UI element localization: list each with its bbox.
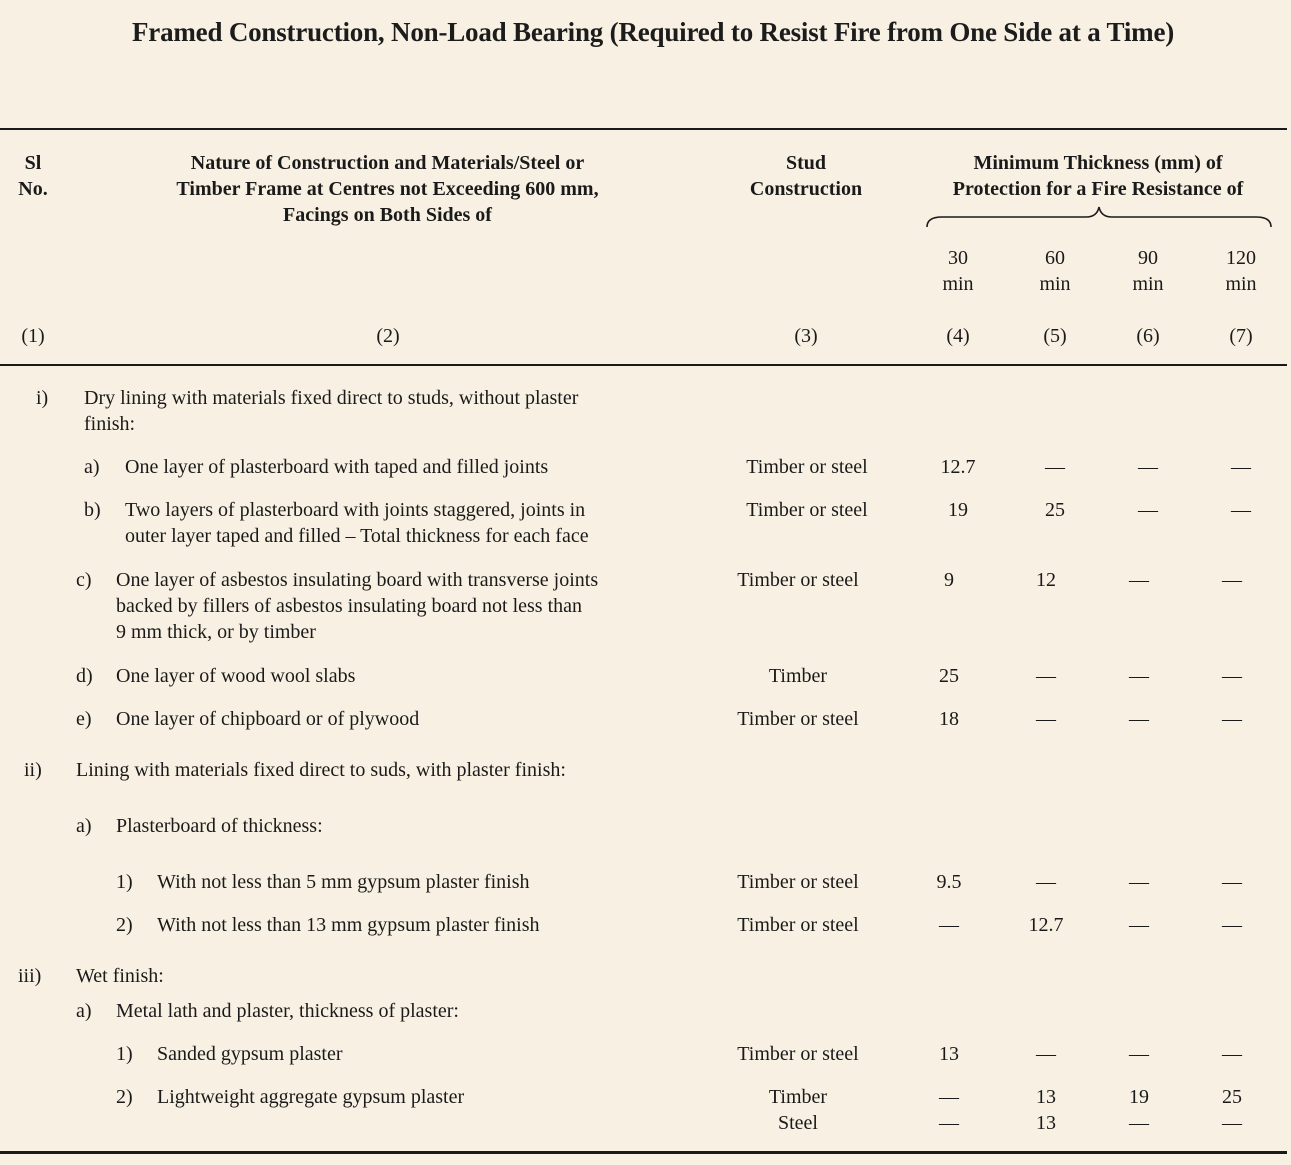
- thickness-90: [1099, 1084, 1179, 1136]
- duration-value: 120: [1226, 247, 1256, 269]
- row-description: Sanded gypsum plaster: [157, 1043, 343, 1065]
- thickness-30: 25: [939, 665, 959, 687]
- col-number-7: (7): [1229, 325, 1253, 347]
- sub-label: a): [76, 1000, 92, 1022]
- thickness-60: 25: [1045, 499, 1065, 521]
- thickness-90: —: [1129, 871, 1149, 893]
- duration-30: [918, 245, 998, 297]
- duration-90: [1108, 245, 1188, 297]
- thickness-120: —: [1231, 499, 1251, 521]
- stud-value: Timber or steel: [737, 914, 859, 936]
- row-label: 2): [116, 1086, 133, 1108]
- stud-value: Timber or steel: [737, 708, 859, 730]
- thickness-60: [1006, 1084, 1086, 1136]
- row-label: d): [76, 665, 93, 687]
- row-description-line: One layer of asbestos insulating board with transverse joints: [116, 569, 599, 591]
- sub-heading: Plasterboard of thickness:: [116, 815, 323, 837]
- header-min-thickness-line: Protection for a Fire Resistance of: [952, 178, 1244, 200]
- thickness-line: —: [939, 1086, 959, 1108]
- header-rule: [0, 364, 1287, 366]
- thickness-90: —: [1129, 1043, 1149, 1065]
- stud-value: Timber or steel: [737, 1043, 859, 1065]
- row-description: With not less than 5 mm gypsum plaster finish: [157, 871, 530, 893]
- thickness-90: —: [1129, 569, 1149, 591]
- thickness-30: 9: [944, 569, 954, 591]
- thickness-120: —: [1222, 708, 1242, 730]
- duration-unit: min: [1132, 273, 1164, 295]
- thickness-60: 12.7: [1028, 914, 1064, 936]
- thickness-30: 19: [948, 499, 968, 521]
- row-label: 2): [116, 914, 133, 936]
- row-description: One layer of wood wool slabs: [116, 665, 356, 687]
- thickness-line: —: [1129, 1112, 1149, 1134]
- sub-heading: Metal lath and plaster, thickness of plaster:: [116, 1000, 459, 1022]
- section-heading-line: finish:: [84, 413, 136, 435]
- duration-unit: min: [1039, 273, 1071, 295]
- col-number-3: (3): [794, 325, 818, 347]
- thickness-90: —: [1129, 914, 1149, 936]
- row-description-line: 9 mm thick, or by timber: [116, 621, 316, 643]
- col-number-6: (6): [1136, 325, 1160, 347]
- header-stud-line: Stud: [785, 152, 827, 174]
- duration-value: 60: [1045, 247, 1065, 269]
- thickness-30: 12.7: [940, 456, 976, 478]
- header-nature-line: Timber Frame at Centres not Exceeding 600 mm,: [176, 178, 599, 200]
- thickness-120: —: [1222, 665, 1242, 687]
- thickness-120: —: [1222, 1043, 1242, 1065]
- thickness-30: 13: [939, 1043, 959, 1065]
- col-number-4: (4): [946, 325, 970, 347]
- section-number: i): [36, 387, 49, 409]
- header-stud: [720, 150, 892, 202]
- col-number-5: (5): [1043, 325, 1067, 347]
- thickness-line: 25: [1222, 1086, 1242, 1108]
- thickness-120: [1192, 1084, 1272, 1136]
- col-number-2: (2): [376, 325, 400, 347]
- thickness-60: —: [1036, 1043, 1056, 1065]
- thickness-line: —: [1222, 1112, 1242, 1134]
- stud-value-line: Timber: [768, 1086, 828, 1108]
- thickness-30: —: [939, 914, 959, 936]
- duration-value: 30: [948, 247, 968, 269]
- thickness-30: 9.5: [936, 871, 962, 893]
- thickness-120: —: [1222, 569, 1242, 591]
- thickness-60: —: [1036, 665, 1056, 687]
- thickness-line: 19: [1129, 1086, 1149, 1108]
- thickness-line: 13: [1036, 1086, 1056, 1108]
- header-brace: [926, 205, 1272, 229]
- row-description: [125, 497, 589, 549]
- header-nature-line: Facings on Both Sides of: [283, 204, 492, 226]
- thickness-90: —: [1129, 708, 1149, 730]
- section-heading: Wet finish:: [76, 965, 164, 987]
- duration-120: [1201, 245, 1281, 297]
- duration-60: [1015, 245, 1095, 297]
- header-sl-no-line: Sl: [24, 152, 42, 174]
- header-nature: [120, 150, 655, 228]
- table-title: Framed Construction, Non-Load Bearing (Required to Resist Fire from One Side at a Time): [132, 17, 1175, 47]
- duration-unit: min: [1225, 273, 1257, 295]
- bottom-rule: [0, 1151, 1287, 1154]
- duration-value: 90: [1138, 247, 1158, 269]
- row-description-line: Two layers of plasterboard with joints staggered, joints in: [125, 499, 586, 521]
- header-nature-line: Nature of Construction and Materials/Steel or: [190, 152, 585, 174]
- row-description: Lightweight aggregate gypsum plaster: [157, 1086, 465, 1108]
- row-description: [116, 567, 598, 645]
- row-label: b): [84, 499, 101, 521]
- header-min-thickness-line: Minimum Thickness (mm) of: [973, 152, 1223, 174]
- stud-value: Timber: [768, 665, 828, 687]
- thickness-120: —: [1231, 456, 1251, 478]
- header-sl-no: [8, 150, 58, 202]
- header-stud-line: Construction: [749, 178, 863, 200]
- row-label: a): [84, 456, 100, 478]
- row-label: c): [76, 569, 92, 591]
- stud-value: Timber or steel: [737, 871, 859, 893]
- row-description: One layer of chipboard or of plywood: [116, 708, 420, 730]
- row-description-line: outer layer taped and filled – Total thickness for each face: [125, 525, 589, 547]
- thickness-120: —: [1222, 871, 1242, 893]
- row-description: One layer of plasterboard with taped and filled joints: [125, 456, 549, 478]
- stud-value: Timber or steel: [737, 569, 859, 591]
- thickness-30: 18: [939, 708, 959, 730]
- thickness-90: —: [1129, 665, 1149, 687]
- thickness-60: —: [1045, 456, 1065, 478]
- sub-label: a): [76, 815, 92, 837]
- row-description-line: backed by fillers of asbestos insulating board not less than: [116, 595, 583, 617]
- row-label: e): [76, 708, 92, 730]
- stud-value: [718, 1084, 878, 1136]
- section-heading-line: Dry lining with materials fixed direct to studs, without plaster: [84, 387, 579, 409]
- row-description: With not less than 13 mm gypsum plaster finish: [157, 914, 540, 936]
- section-number: iii): [18, 965, 42, 987]
- col-number-1: (1): [21, 325, 45, 347]
- top-rule: [0, 128, 1287, 130]
- stud-value: Timber or steel: [746, 456, 868, 478]
- duration-unit: min: [942, 273, 974, 295]
- stud-value: Timber or steel: [746, 499, 868, 521]
- thickness-60: —: [1036, 708, 1056, 730]
- row-label: 1): [116, 1043, 133, 1065]
- thickness-line: —: [939, 1112, 959, 1134]
- section-number: ii): [24, 759, 42, 781]
- row-label: 1): [116, 871, 133, 893]
- thickness-60: 12: [1036, 569, 1056, 591]
- thickness-60: —: [1036, 871, 1056, 893]
- thickness-90: —: [1138, 499, 1158, 521]
- stud-value-line: Steel: [778, 1112, 818, 1134]
- thickness-30: [909, 1084, 989, 1136]
- thickness-line: 13: [1036, 1112, 1056, 1134]
- header-sl-no-line: No.: [18, 178, 48, 200]
- thickness-120: —: [1222, 914, 1242, 936]
- section-heading: Lining with materials fixed direct to suds, with plaster finish:: [76, 759, 566, 781]
- section-heading: [84, 385, 578, 437]
- header-min-thickness: [916, 150, 1280, 202]
- thickness-90: —: [1138, 456, 1158, 478]
